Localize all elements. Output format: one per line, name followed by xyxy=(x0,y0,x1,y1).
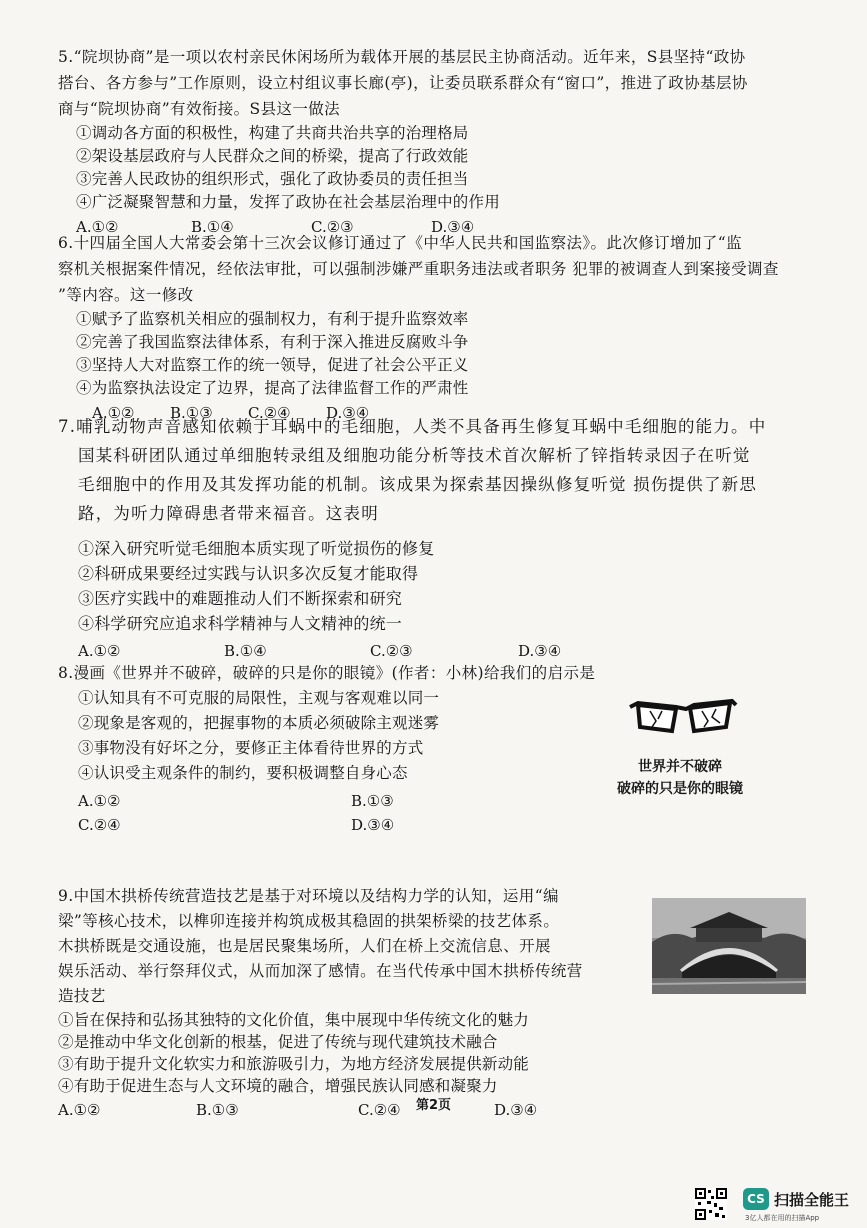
choice-d[interactable]: D.③④ xyxy=(518,642,562,660)
option-2: ②完善了我国监察法律体系，有利于深入推进反腐败斗争 xyxy=(76,333,469,351)
brand-tagline: 3亿人都在用的扫描App xyxy=(745,1214,820,1222)
choice-c[interactable]: C.②④ xyxy=(248,404,291,422)
choice-d[interactable]: D.③④ xyxy=(326,404,370,422)
choice-b[interactable]: B.①④ xyxy=(191,218,234,236)
qr-code-icon xyxy=(695,1188,727,1220)
choice-a[interactable]: A.①② xyxy=(92,404,135,422)
question-6 xyxy=(58,230,818,424)
stem-line: 搭台、各方参与”工作原则，设立村组议事长廊(亭)，让委员联系群众有“窗口”，推进了政协基层协 xyxy=(58,74,748,92)
stem-line: 毛细胞中的作用及其发挥功能的机制。该成果为探索基因操纵修复听觉 损伤提供了新思 xyxy=(78,475,758,494)
option-1: ①调动各方面的积极性，构建了共商共治共享的治理格局 xyxy=(76,124,469,142)
choice-d[interactable]: D.③④ xyxy=(494,1101,538,1119)
option-4: ④为监察执法设定了边界，提高了法律监督工作的严肃性 xyxy=(76,379,469,397)
option-3: ③医疗实践中的难题推动人们不断探索和研究 xyxy=(78,589,403,608)
choice-b[interactable]: B.①③ xyxy=(170,404,213,422)
question-9-stem xyxy=(58,884,648,1009)
option-1: ①认知具有不可克服的局限性，主观与客观难以同一 xyxy=(78,689,440,707)
stem-line: 路，为听力障碍患者带来福音。这表明 xyxy=(78,504,379,523)
question-7-stem xyxy=(58,412,818,528)
choice-a[interactable]: A.①② xyxy=(78,642,121,660)
stem-line: 察机关根据案件情况，经依法审批，可以强制涉嫌严重职务违法或者职务 犯罪的被调查人到案接受调查 xyxy=(58,260,779,278)
choice-d[interactable]: D.③④ xyxy=(431,218,475,236)
question-5 xyxy=(58,44,818,238)
option-4: ④广泛凝聚智慧和力量，发挥了政协在社会基层治理中的作用 xyxy=(76,193,500,211)
stem-line: 6.十四届全国人大常委会第十三次会议修订通过了《中华人民共和国监察法》。此次修订增加了“监 xyxy=(58,234,742,252)
choice-c[interactable]: C.②④ xyxy=(358,1101,401,1119)
stem-line: 7.哺乳动物声音感知依赖于耳蜗中的毛细胞，人类不具备再生修复耳蜗中毛细胞的能力。中 xyxy=(58,417,767,436)
stem-line: 梁”等核心技术，以榫卯连接并构筑成极其稳固的拱架桥梁的技艺体系。 xyxy=(58,912,560,930)
choice-c[interactable]: C.②③ xyxy=(311,218,354,236)
stem-line: ”等内容。这一修改 xyxy=(58,286,194,304)
choice-d[interactable]: D.③④ xyxy=(351,816,395,834)
option-2: ②是推动中华文化创新的根基，促进了传统与现代建筑技术融合 xyxy=(58,1033,498,1051)
option-4: ④认识受主观条件的制约，要积极调整自身心态 xyxy=(78,764,408,782)
question-5-stem xyxy=(58,44,818,122)
stem-line: 8.漫画《世界并不破碎，破碎的只是你的眼镜》(作者：小林)给我们的启示是 xyxy=(58,664,596,682)
choice-c[interactable]: C.②③ xyxy=(370,642,413,660)
choice-c[interactable]: C.②④ xyxy=(78,816,121,834)
question-7 xyxy=(58,412,818,662)
scanner-watermark xyxy=(695,1188,855,1220)
choice-b[interactable]: B.①③ xyxy=(351,792,394,810)
page-number: 第2页 xyxy=(415,1098,452,1113)
caption-line-2: 破碎的只是你的眼镜 xyxy=(617,781,743,797)
wooden-arch-bridge-photo xyxy=(652,898,806,994)
stem-line: 国某科研团队通过单细胞转录组及细胞功能分析等技术首次解析了锌指转录因子在听觉 xyxy=(78,446,751,465)
stem-line: 商与“院坝协商”有效衔接。S县这一做法 xyxy=(58,100,341,118)
stem-line: 造技艺 xyxy=(58,987,106,1005)
choice-a[interactable]: A.①② xyxy=(76,218,119,236)
option-1: ①赋予了监察机关相应的强制权力，有利于提升监察效率 xyxy=(76,310,469,328)
cartoon-caption xyxy=(600,756,760,800)
option-3: ③有助于提升文化软实力和旅游吸引力，为地方经济发展提供新动能 xyxy=(58,1055,530,1073)
choice-a[interactable]: A.①② xyxy=(58,1101,101,1119)
stem-line: 9.中国木拱桥传统营造技艺是基于对环境以及结构力学的认知，运用“编 xyxy=(58,887,559,905)
option-4: ④科学研究应追求科学精神与人文精神的统一 xyxy=(78,614,403,633)
answer-choices xyxy=(78,640,818,662)
cs-logo-icon: CS xyxy=(743,1188,769,1210)
brand-name: 扫描全能王 xyxy=(774,1191,850,1209)
choice-a[interactable]: A.①② xyxy=(78,792,121,810)
option-3: ③坚持人大对监察工作的统一领导，促进了社会公平正义 xyxy=(76,356,469,374)
option-2: ②科研成果要经过实践与认识多次反复才能取得 xyxy=(78,564,419,583)
answer-choices xyxy=(78,790,658,836)
choice-b[interactable]: B.①③ xyxy=(196,1101,239,1119)
question-8 xyxy=(58,660,658,836)
option-1: ①旨在保持和弘扬其独特的文化价值，集中展现中华传统文化的魅力 xyxy=(58,1011,530,1029)
broken-glasses-cartoon xyxy=(628,693,738,741)
stem-line: 木拱桥既是交通设施，也是居民聚集场所，人们在桥上交流信息、开展 xyxy=(58,937,551,955)
choice-b[interactable]: B.①④ xyxy=(224,642,267,660)
question-6-stem xyxy=(58,230,818,308)
stem-line: 娱乐活动、举行祭拜仪式，从而加深了感情。在当代传承中国木拱桥传统营 xyxy=(58,962,583,980)
option-1: ①深入研究听觉毛细胞本质实现了听觉损伤的修复 xyxy=(78,539,435,558)
stem-line: 5.“院坝协商”是一项以农村亲民休闲场所为载体开展的基层民主协商活动。近年来，S县坚持“政协 xyxy=(58,48,746,66)
question-9 xyxy=(58,884,648,1121)
option-4: ④有助于促进生态与人文环境的融合，增强民族认同感和凝聚力 xyxy=(58,1077,498,1095)
question-8-stem xyxy=(58,660,658,686)
option-2: ②现象是客观的，把握事物的本质必须破除主观迷雾 xyxy=(78,714,440,732)
caption-line-1: 世界并不破碎 xyxy=(638,759,722,775)
option-3: ③完善人民政协的组织形式，强化了政协委员的责任担当 xyxy=(76,170,469,188)
option-2: ②架设基层政府与人民群众之间的桥梁，提高了行政效能 xyxy=(76,147,469,165)
option-3: ③事物没有好坏之分，要修正主体看待世界的方式 xyxy=(78,739,424,757)
